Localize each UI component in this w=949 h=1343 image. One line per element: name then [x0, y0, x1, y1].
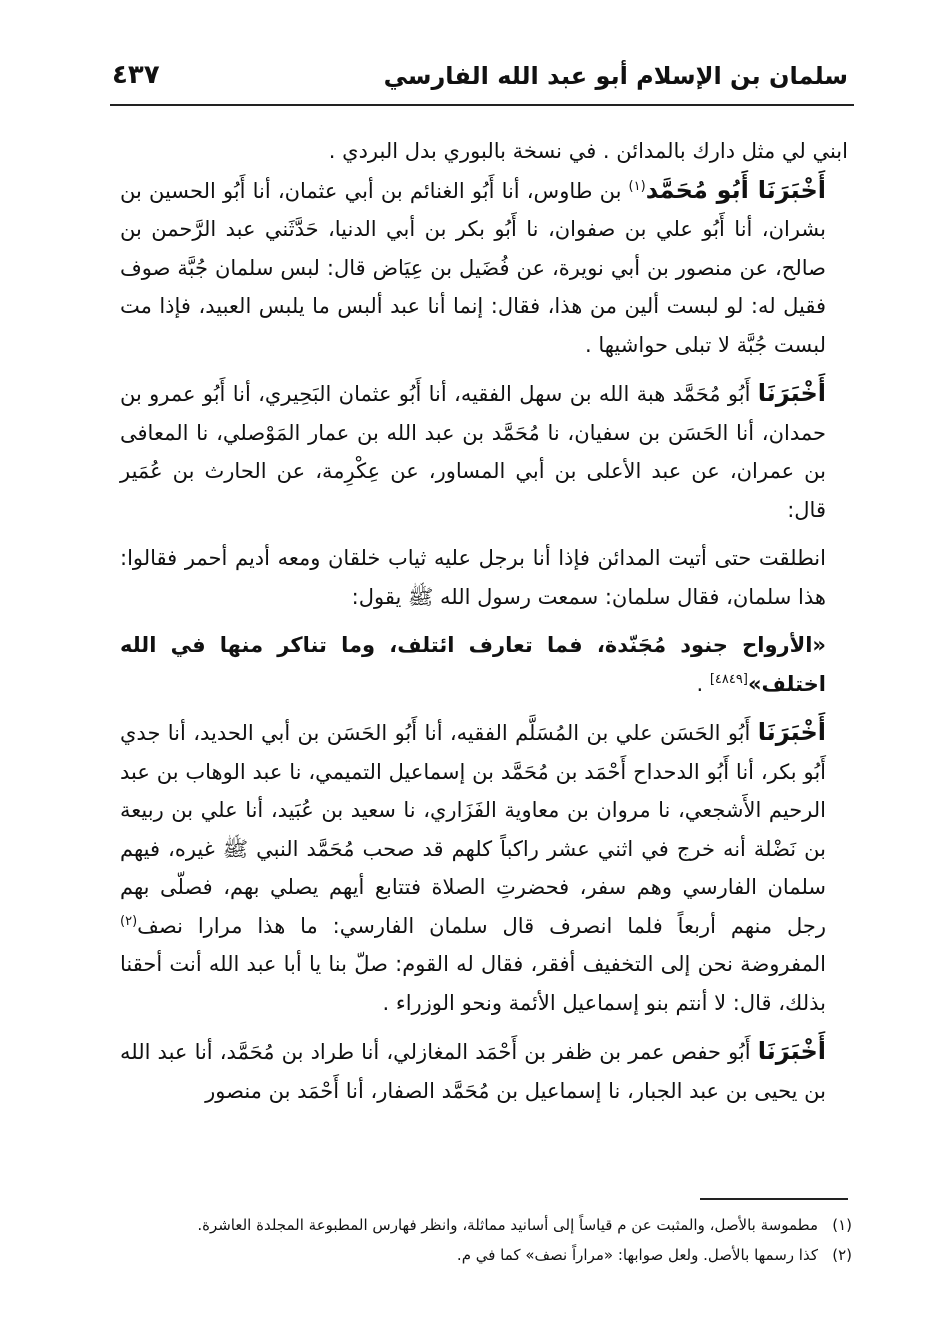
- footnote-2: [140, 1240, 852, 1270]
- footnote-text: مطموسة بالأصل، والمثبت عن م قياساً إلى أسانيد مماثلة، وانظر فهارس المطبوعة المجلدة العاشرة.: [197, 1216, 818, 1234]
- hadith-quote: «الأرواح جنود مُجَنّدة، فما تعارف ائتلف، وما تناكر منها في الله اختلف»: [120, 633, 826, 696]
- paragraph-4-text: انطلقت حتى أتيت المدائن فإذا أنا برجل عليه ثياب خلقان ومعه أديم أحمر فقالوا: هذا سلمان، فقال سلمان: سمعت رسول الله ﷺ يقول:: [120, 546, 826, 609]
- header-rule: [110, 104, 854, 106]
- paragraph-5-end: .: [696, 671, 710, 696]
- footnote-marker-1: (١): [628, 178, 646, 194]
- paragraph-3: [120, 374, 848, 529]
- akhbarana-lead: أَخْبَرَنَا: [757, 1037, 826, 1065]
- footnote-marker-2: (٢): [120, 913, 138, 929]
- paragraph-6-text-b: المفروضة نحن إلى التخفيف أفقر، فقال له القوم: صلّ بنا يا أبا عبد الله أنت أحقنا بذلك، قال: لا أنتم بنو إسماعيل الأئمة ونحو الوزراء .: [120, 952, 826, 1015]
- paragraph-7-text: أَبُو حفص عمر بن ظفر بن أَحْمَد المغازلي، أنا طراد بن مُحَمَّد، أنا عبد الله بن يحيى بن عبد الجبار، نا إسماعيل بن مُحَمَّد الصفار، أنا أَحْمَد بن منصور: [120, 1040, 826, 1103]
- footnote-rule: [700, 1198, 848, 1200]
- running-header: [112, 54, 848, 102]
- narrator-name: أَبُو مُحَمَّد: [645, 175, 758, 204]
- paragraph-1: [120, 132, 848, 171]
- paragraph-2-text: بن طاوس، أنا أَبُو الغنائم بن أبي عثمان، أنا أَبُو الحسين بن بشران، أنا أَبُو علي بن صفوان، نا أَبُو بكر بن أبي الدنيا، حَدَّثَني عبد الرَّحمن بن صالح، عن منصور بن أبي نويرة، عن فُضَيل بن عِيَاض قال: لبس سلمان جُبَّة صوف فقيل له: لو لبست ألين من هذا، فقال: إنما أنا عبد ألبس ما يلبس العبيد، فإذا مت لبست جُبَّة لا تبلى حواشيها .: [120, 178, 826, 357]
- hadith-number: [٤٨٤٩]: [709, 671, 748, 687]
- footnote-number: (٢): [832, 1246, 852, 1264]
- paragraph-7: [120, 1032, 848, 1110]
- main-text: [120, 132, 848, 1110]
- akhbarana-lead: أَخْبَرَنَا: [757, 175, 826, 204]
- footnote-1: [140, 1210, 852, 1240]
- paragraph-6-text-a: أَبُو الحَسَن علي بن المُسَلَّم الفقيه، أنا أَبُو الحَسَن بن أبي الحديد، أنا جدي أَبُو بكر، أنا أَبُو الدحداح أَحْمَد بن مُحَمَّد بن إسماعيل التميمي، نا عبد الوهاب بن عبد الرحيم الأَشجعي، نا مروان بن معاوية الفَزَاري، نا سعيد بن عُبَيد، أنا علي بن ربيعة بن نَضْلة أنه خرج في اثني عشر راكباً كلهم قد صحب مُحَمَّد النبي ﷺ غيره، فيهم سلمان الفارسي وهم سفر، فحضرتِ الصلاة فتتابع أيهم يصلي بهم، فصلّى بهم رجل منهم أربعاً فلما انصرف قال سلمان الفارسي: ما هذا مرارا نصف: [120, 721, 826, 938]
- paragraph-3-text: أَبُو مُحَمَّد هبة الله بن سهل الفقيه، أنا أَبُو عثمان البَحِيري، أنا أَبُو عمرو بن حمدان، أنا الحَسَن بن سفيان، نا مُحَمَّد بن عبد الله بن عمار المَوْصلي، نا المعافى بن عمران، عن عبد الأعلى بن أبي المساور، عن عِكْرِمة، عن الحارث بن عُمَير قال:: [120, 382, 826, 522]
- paragraph-5: [120, 626, 848, 703]
- footnote-text: كذا رسمها بالأصل. ولعل صوابها: «مراراً نصف» كما في م.: [456, 1246, 818, 1264]
- akhbarana-lead: أَخْبَرَنَا: [757, 718, 826, 746]
- page-number: ٤٣٧: [112, 60, 160, 90]
- footnote-number: (١): [832, 1216, 852, 1234]
- akhbarana-lead: أَخْبَرَنَا: [757, 379, 826, 407]
- paragraph-4: [120, 539, 848, 616]
- footnotes: [140, 1210, 852, 1270]
- running-title: سلمان بن الإسلام أبو عبد الله الفارسي: [383, 62, 848, 90]
- paragraph-1-text: ابني لي مثل دارك بالمدائن . في نسخة بالبوري بدل البردي .: [328, 139, 848, 163]
- paragraph-6: [120, 713, 848, 1022]
- paragraph-2: [120, 171, 848, 365]
